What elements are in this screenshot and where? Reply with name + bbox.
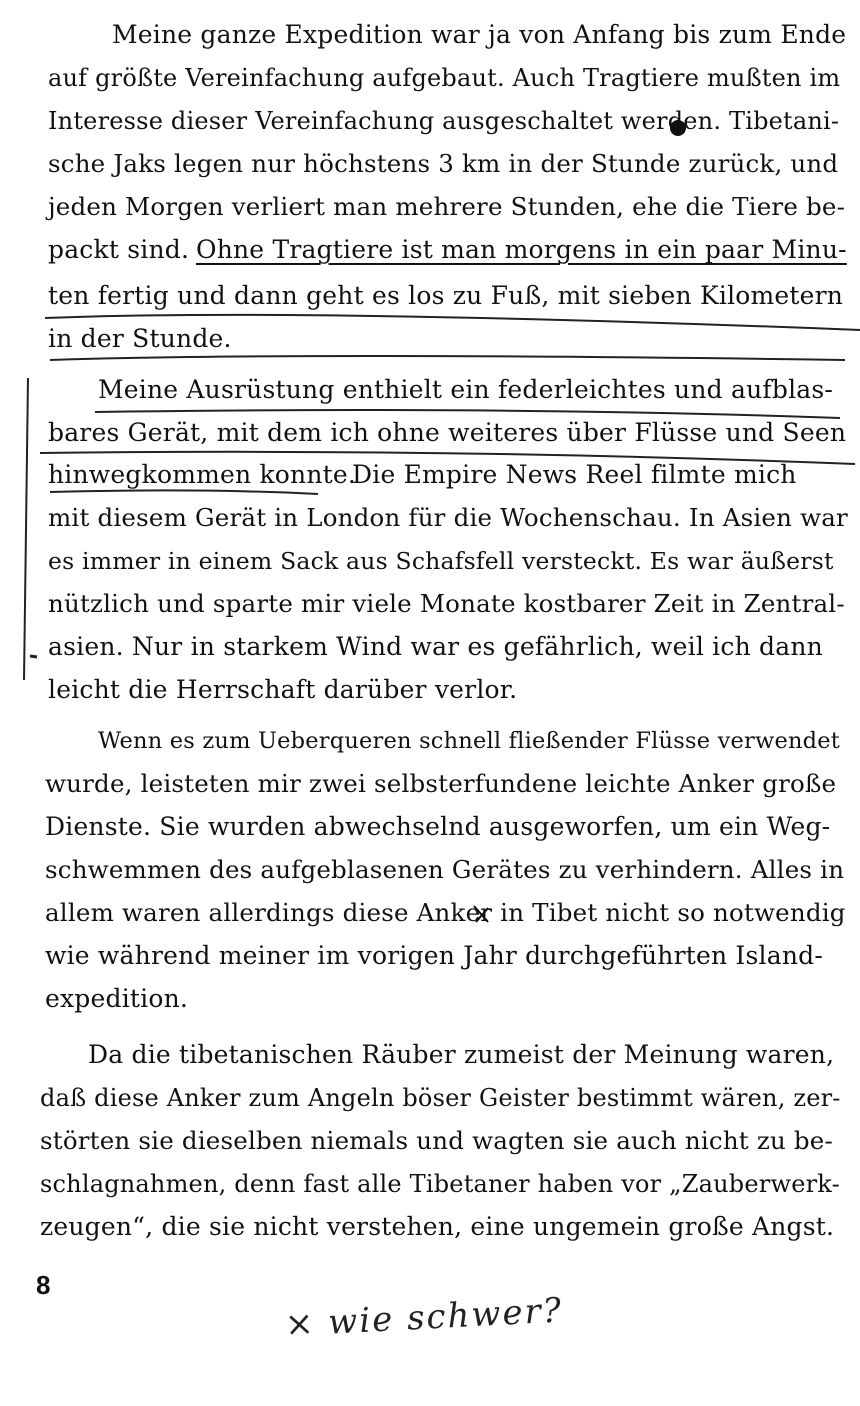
text-line: asien. Nur in starkem Wind war es gefährlich, weil ich dann — [48, 632, 823, 661]
handwritten-note: × wie schwer? — [283, 1290, 564, 1345]
text-line: daß diese Anker zum Angeln böser Geister bestimmt wären, zer- — [40, 1084, 841, 1112]
text-line: bares Gerät, mit dem ich ohne weiteres über Flüsse und Seen — [48, 418, 847, 447]
text-line: in der Stunde. — [48, 324, 232, 353]
text-line: wurde, leisteten mir zwei selbsterfundene leichte Anker große — [45, 769, 837, 798]
page-number: 8 — [36, 1270, 51, 1300]
text-line: es immer in einem Sack aus Schafsfell versteckt. Es war äußerst — [48, 547, 834, 575]
text-line: hinwegkommen konnte. — [48, 460, 357, 489]
text-line: Interesse dieser Vereinfachung ausgeschaltet werden. Tibetani- — [48, 107, 840, 135]
text-line: schlagnahmen, denn fast alle Tibetaner haben vor „Zauberwerk- — [40, 1170, 840, 1198]
margin-line — [24, 378, 28, 680]
text-line: leicht die Herrschaft darüber verlor. — [48, 675, 518, 704]
text-line: Die Empire News Reel filmte mich — [352, 460, 797, 489]
text-line: jeden Morgen verliert man mehrere Stunden, ehe die Tiere be- — [48, 192, 846, 221]
underline-stroke-5 — [50, 490, 318, 494]
text-line: Meine ganze Expedition war ja von Anfang bis zum Ende — [112, 20, 847, 49]
text-line: auf größte Vereinfachung aufgebaut. Auch Tragtiere mußten im — [48, 64, 841, 92]
text-line: Dienste. Sie wurden abwechselnd ausgeworfen, um ein Weg- — [45, 812, 831, 841]
text-line: expedition. — [45, 984, 189, 1013]
text-line: schwemmen des aufgeblasenen Gerätes zu verhindern. Alles in — [45, 855, 845, 884]
text-line: zeugen“, die sie nicht verstehen, eine ungemein große Angst. — [40, 1212, 835, 1241]
text-line: packt sind. — [48, 235, 190, 264]
underline-stroke-3 — [95, 410, 840, 418]
text-line: mit diesem Gerät in London für die Wochenschau. In Asien war — [48, 503, 848, 532]
text-line: Wenn es zum Ueberqueren schnell fließender Flüsse verwendet — [98, 728, 841, 754]
text-line: ten fertig und dann geht es los zu Fuß, mit sieben Kilometern — [48, 281, 844, 310]
text-line: sche Jaks legen nur höchstens 3 km in der Stunde zurück, und — [48, 149, 839, 178]
text-line: wie während meiner im vorigen Jahr durchgeführten Island- — [45, 941, 823, 970]
text-line: Meine Ausrüstung enthielt ein federleichtes und aufblas- — [98, 375, 834, 404]
text-line: Da die tibetanischen Räuber zumeist der Meinung waren, — [88, 1040, 835, 1069]
margin-dot — [30, 656, 37, 657]
text-line: nützlich und sparte mir viele Monate kostbarer Zeit in Zentral- — [48, 589, 845, 618]
text-line: störten sie dieselben niemals und wagten sie auch nicht zu be- — [40, 1126, 833, 1155]
text-line: allem waren allerdings diese Anker in Tibet nicht so notwendig — [45, 898, 846, 927]
underlined-text: Ohne Tragtiere ist man morgens in ein paar Minu- — [196, 235, 847, 264]
underline-stroke-2 — [50, 356, 845, 360]
